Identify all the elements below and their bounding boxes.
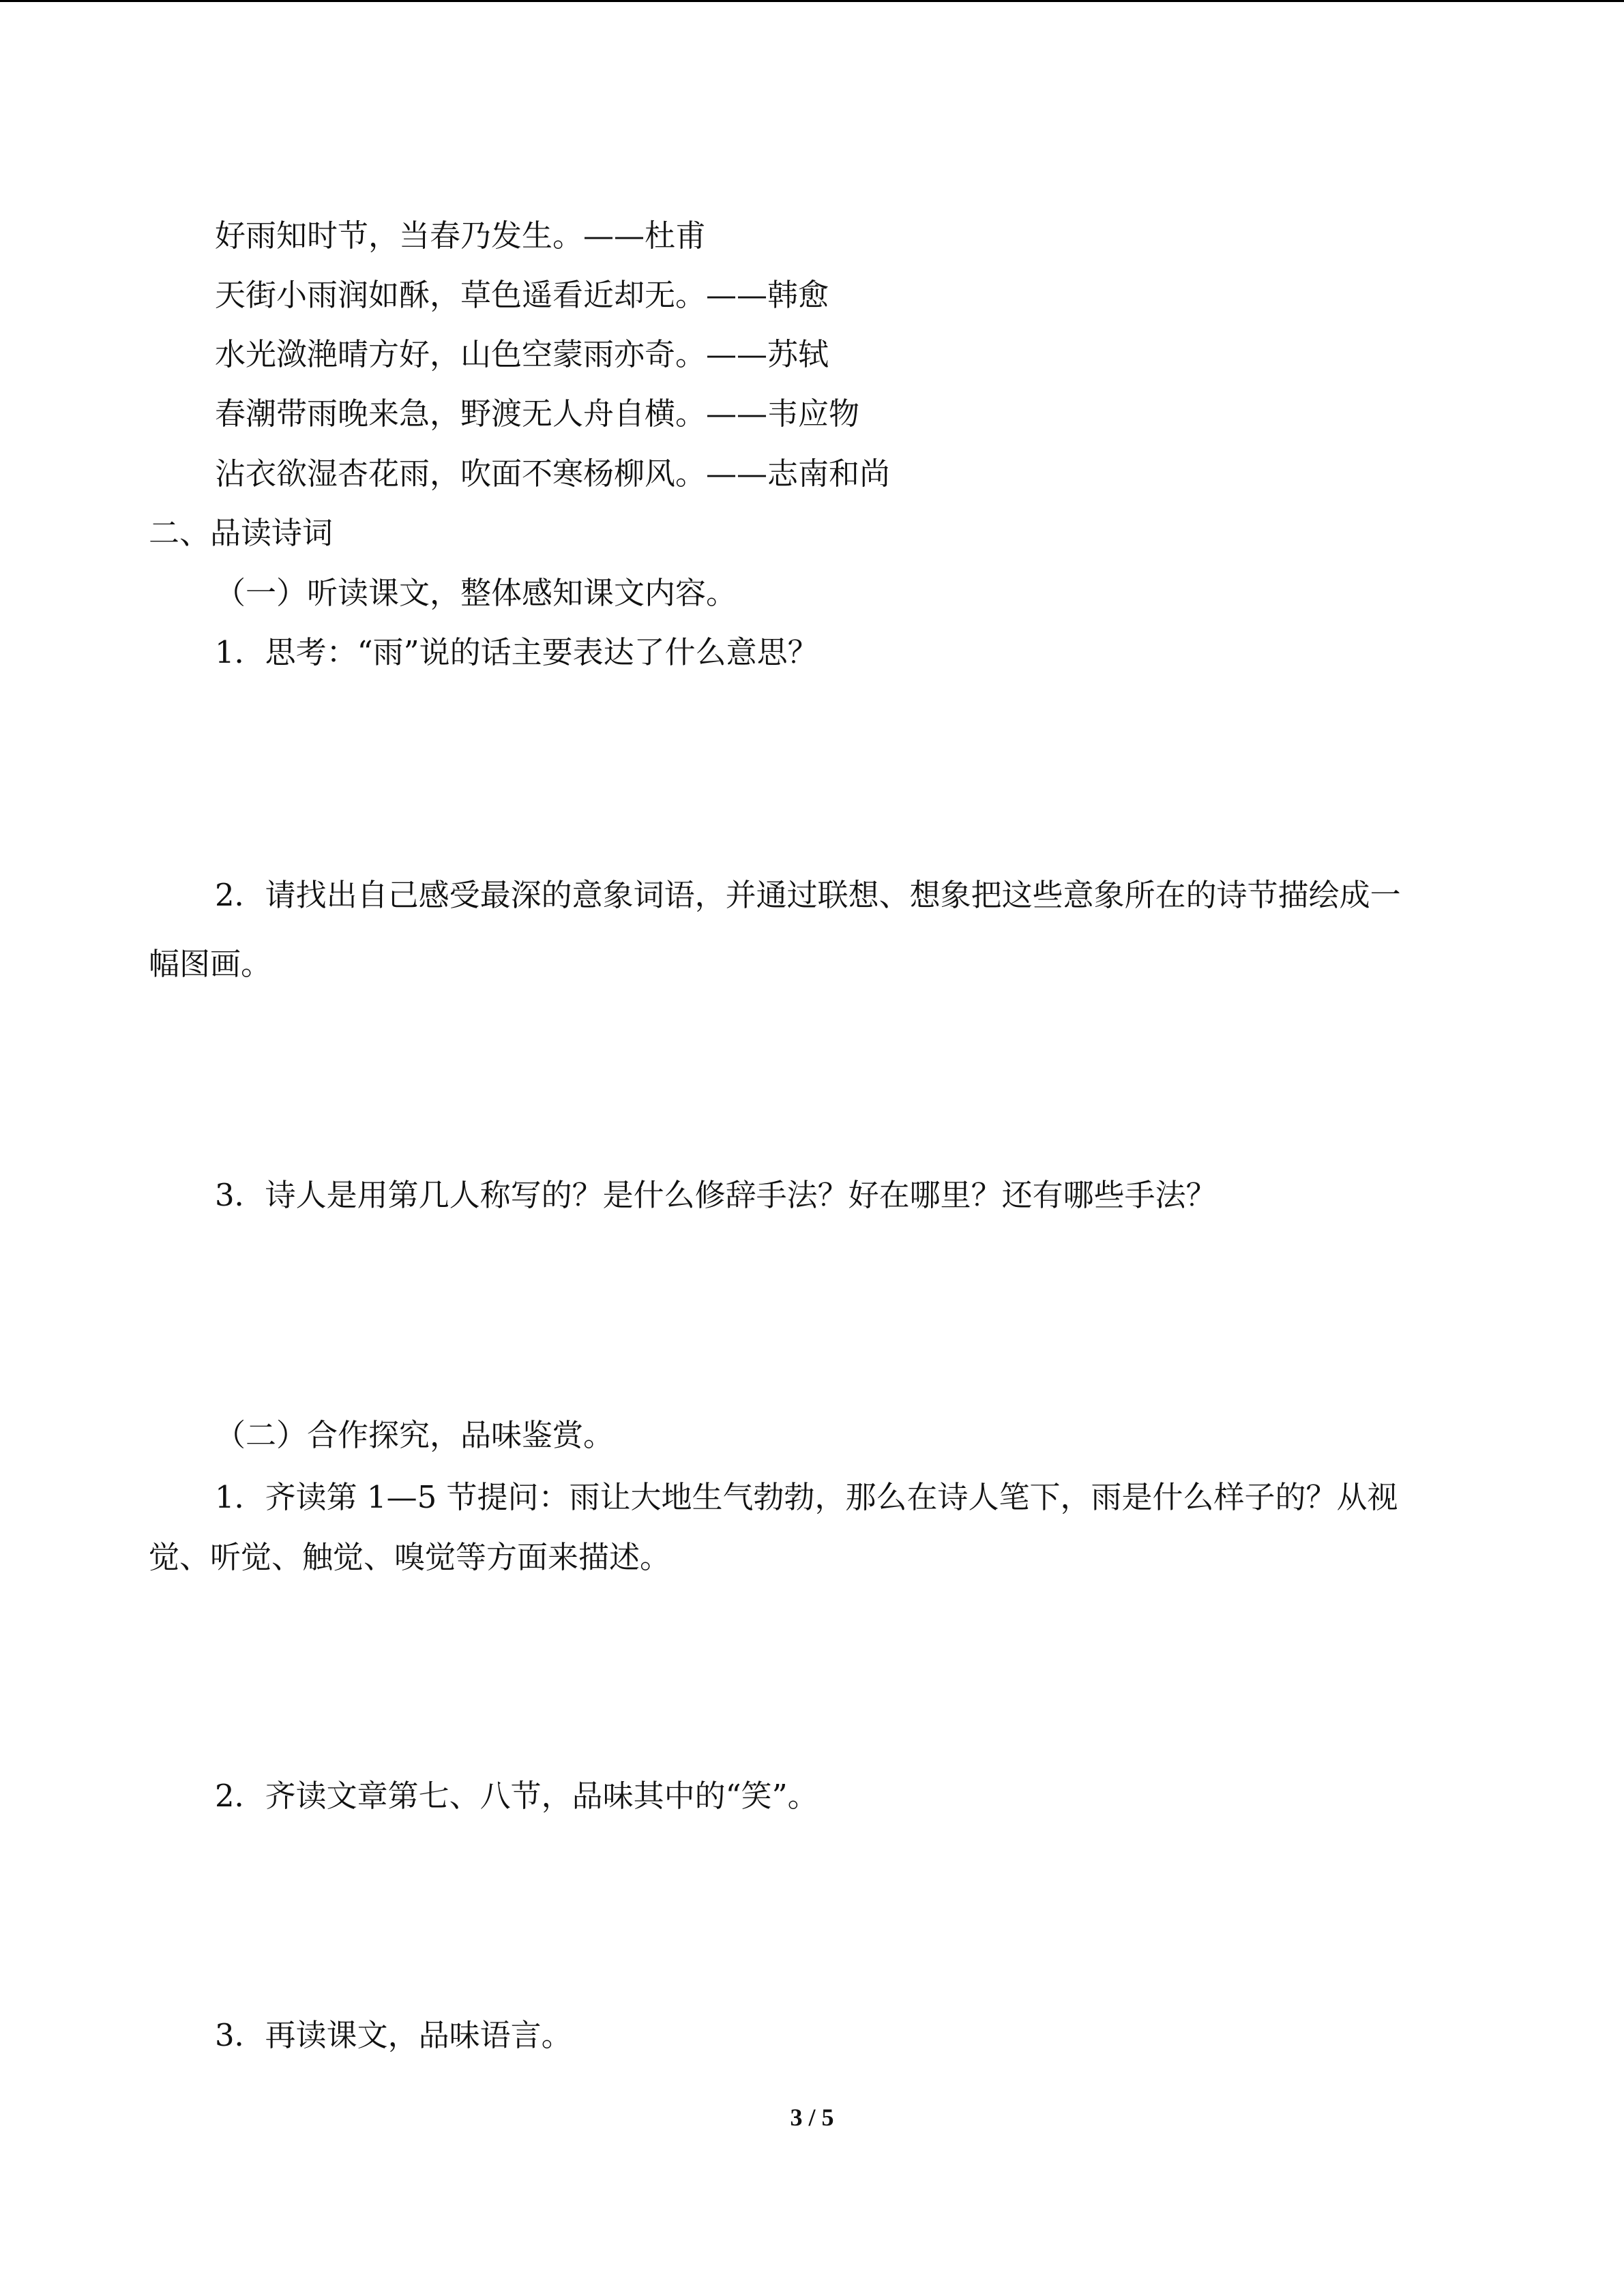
subsection-heading: （一）听读课文，整体感知课文内容。 [215, 575, 737, 611]
question-item: 2．齐读文章第七、八节，品味其中的“笑”。 [215, 1778, 818, 1814]
subsection-heading: （二）合作探究，品味鉴赏。 [215, 1417, 615, 1453]
question-item-continuation: 觉、听觉、触觉、嗅觉等方面来描述。 [149, 1539, 671, 1575]
question-item: 1．思考：“雨”说的话主要表达了什么意思？ [215, 634, 818, 670]
question-item: 2．请找出自己感受最深的意象词语，并通过联想、想象把这些意象所在的诗节描绘成一 [215, 877, 1401, 913]
question-item: 3．再读课文，品味语言。 [215, 2017, 572, 2053]
poem-line: 天街小雨润如酥，草色遥看近却无。——韩愈 [215, 277, 829, 313]
poem-line: 春潮带雨晚来急，野渡无人舟自横。——韦应物 [215, 396, 860, 432]
poem-line: 水光潋滟晴方好，山色空蒙雨亦奇。——苏轼 [215, 336, 829, 372]
page-number: 3 / 5 [790, 2104, 834, 2131]
top-border-line [0, 0, 1624, 2]
poem-line: 沾衣欲湿杏花雨，吹面不寒杨柳风。——志南和尚 [215, 456, 891, 492]
section-heading: 二、品读诗词 [149, 515, 334, 551]
question-item: 3．诗人是用第几人称写的？是什么修辞手法？好在哪里？还有哪些手法？ [215, 1177, 1217, 1213]
poem-line: 好雨知时节，当春乃发生。——杜甫 [215, 218, 707, 254]
question-item: 1．齐读第 1—5 节提问：雨让大地生气勃勃，那么在诗人笔下，雨是什么样子的？从视 [215, 1479, 1398, 1515]
question-item-continuation: 幅图画。 [149, 946, 272, 982]
